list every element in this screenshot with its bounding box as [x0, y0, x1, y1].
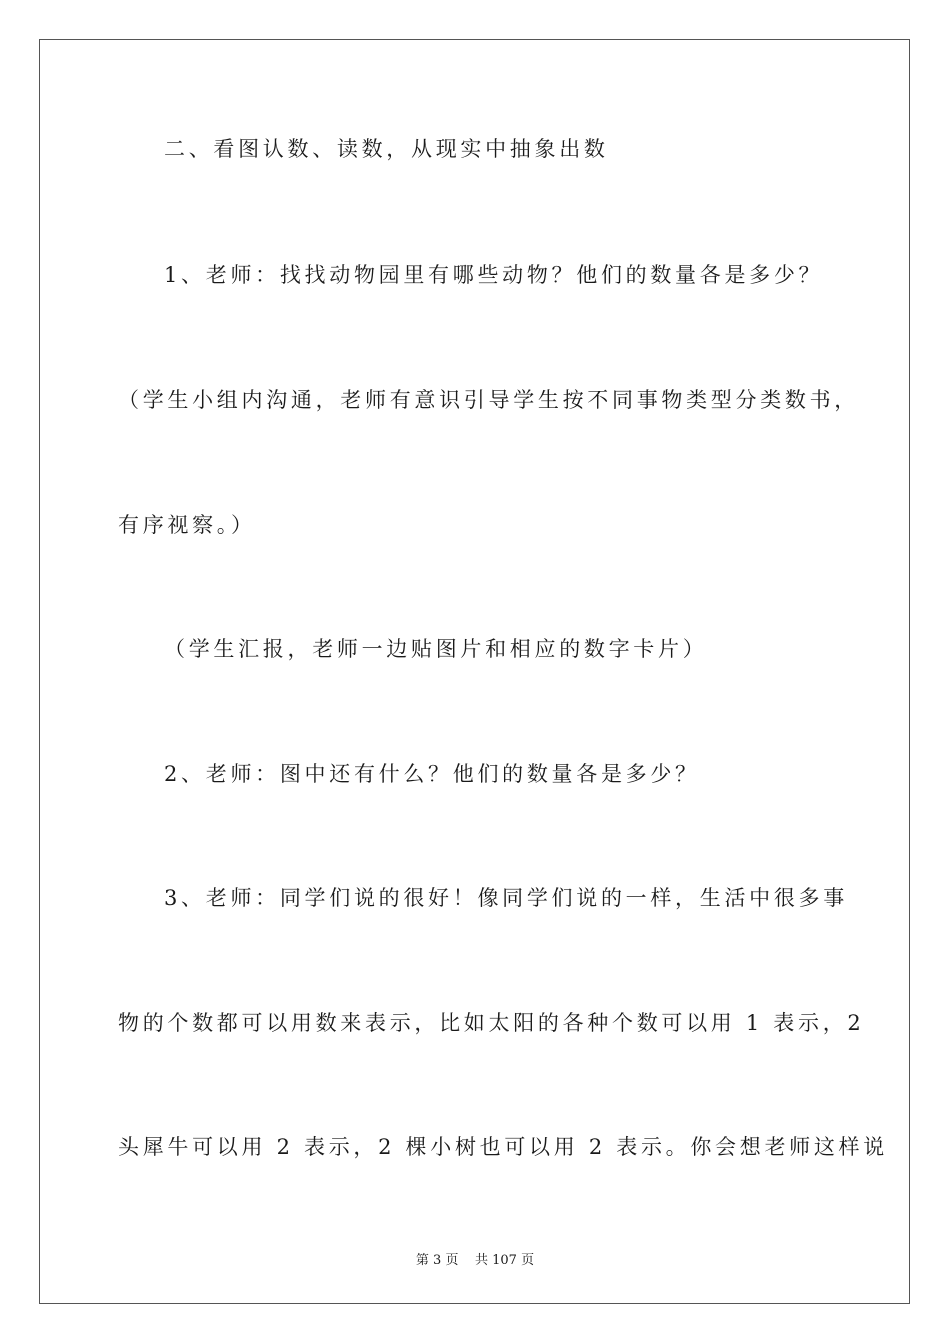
paragraph-line: （学生汇报，老师一边贴图片和相应的数字卡片）: [164, 637, 708, 661]
page-number-footer: 第 3 页 共 107 页: [415, 1253, 535, 1268]
paragraph-line: （学生小组内沟通，老师有意识引导学生按不同事物类型分类数书，: [118, 388, 859, 412]
paragraph-line: 1、老师：找找动物园里有哪些动物？他们的数量各是多少？: [164, 263, 824, 287]
section-heading: 二、看图认数、读数，从现实中抽象出数: [164, 137, 609, 161]
paragraph-line: 物的个数都可以用数来表示，比如太阳的各种个数可以用 1 表示，2: [118, 1011, 865, 1035]
paragraph-line: 头犀牛可以用 2 表示，2 棵小树也可以用 2 表示。你会想老师这样说: [118, 1135, 888, 1159]
paragraph-line: 2、老师：图中还有什么？他们的数量各是多少？: [164, 762, 700, 786]
paragraph-line: 3、老师：同学们说的很好！像同学们说的一样，生活中很多事: [164, 886, 848, 910]
page-border: [39, 39, 910, 1304]
paragraph-line: 有序视察。）: [118, 513, 256, 537]
